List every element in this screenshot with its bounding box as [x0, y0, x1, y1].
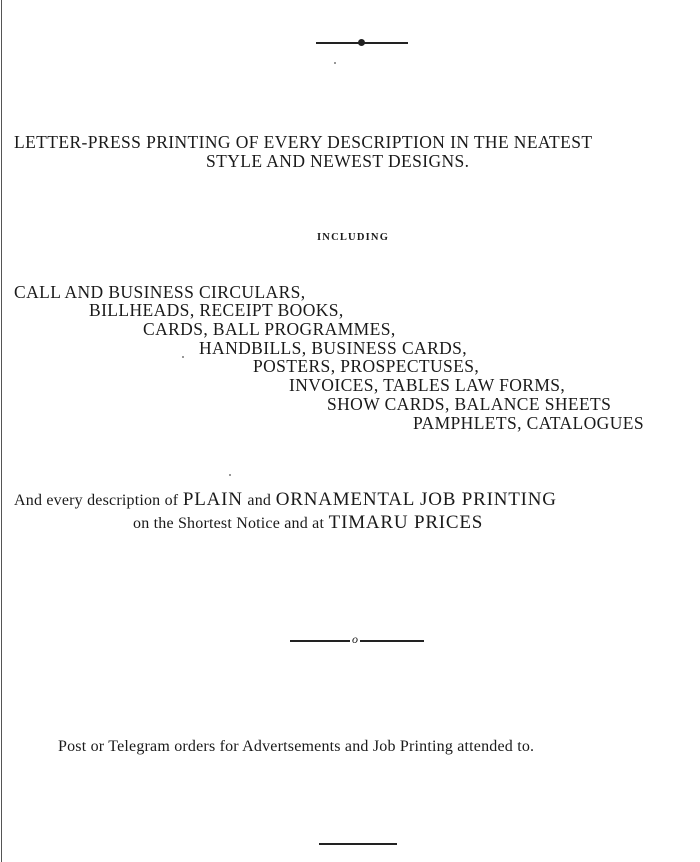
- service-item: HANDBILLS, BUSINESS CARDS,: [199, 338, 468, 358]
- service-item: SHOW CARDS, BALANCE SHEETS: [327, 394, 612, 414]
- ornamental-text: ORNAMENTAL JOB PRINTING: [275, 489, 557, 510]
- service-item: PAMPHLETS, CATALOGUES: [413, 413, 644, 433]
- footer-note: Post or Telegram orders for Advertsements and Job Printing attended to.: [58, 738, 535, 755]
- top-ornament-speck: [334, 62, 336, 64]
- service-item: CALL AND BUSINESS CIRCULARS,: [14, 282, 306, 302]
- middle-divider-right: [360, 640, 424, 642]
- including-label: INCLUDING: [317, 232, 390, 243]
- middle-divider-left: [290, 640, 350, 642]
- service-item: BILLHEADS, RECEIPT BOOKS,: [89, 300, 344, 320]
- headline-line-2: STYLE AND NEWEST DESIGNS.: [206, 151, 470, 171]
- top-ornament-dot: [358, 39, 365, 46]
- every-description-pre: And every description of: [14, 492, 179, 509]
- plain-text: PLAIN: [182, 489, 243, 510]
- left-margin-rule: [1, 0, 2, 862]
- every-description-line: [14, 490, 557, 509]
- service-item: POSTERS, PROSPECTUSES,: [253, 356, 480, 376]
- service-item: INVOICES, TABLES LAW FORMS,: [289, 375, 566, 395]
- service-item: CARDS, BALL PROGRAMMES,: [143, 319, 396, 339]
- bottom-rule: [319, 843, 397, 845]
- timaru-prices: TIMARU PRICES: [328, 512, 484, 533]
- shortest-notice-line: [133, 513, 483, 532]
- mid-speck: [229, 474, 231, 476]
- service-speck: [182, 356, 184, 358]
- shortest-notice-pre: on the Shortest Notice and at: [133, 515, 325, 532]
- headline-line-1: LETTER-PRESS PRINTING OF EVERY DESCRIPTION IN THE NEATEST: [14, 132, 593, 152]
- and-text: and: [247, 492, 272, 509]
- middle-divider-mark: o: [352, 632, 358, 646]
